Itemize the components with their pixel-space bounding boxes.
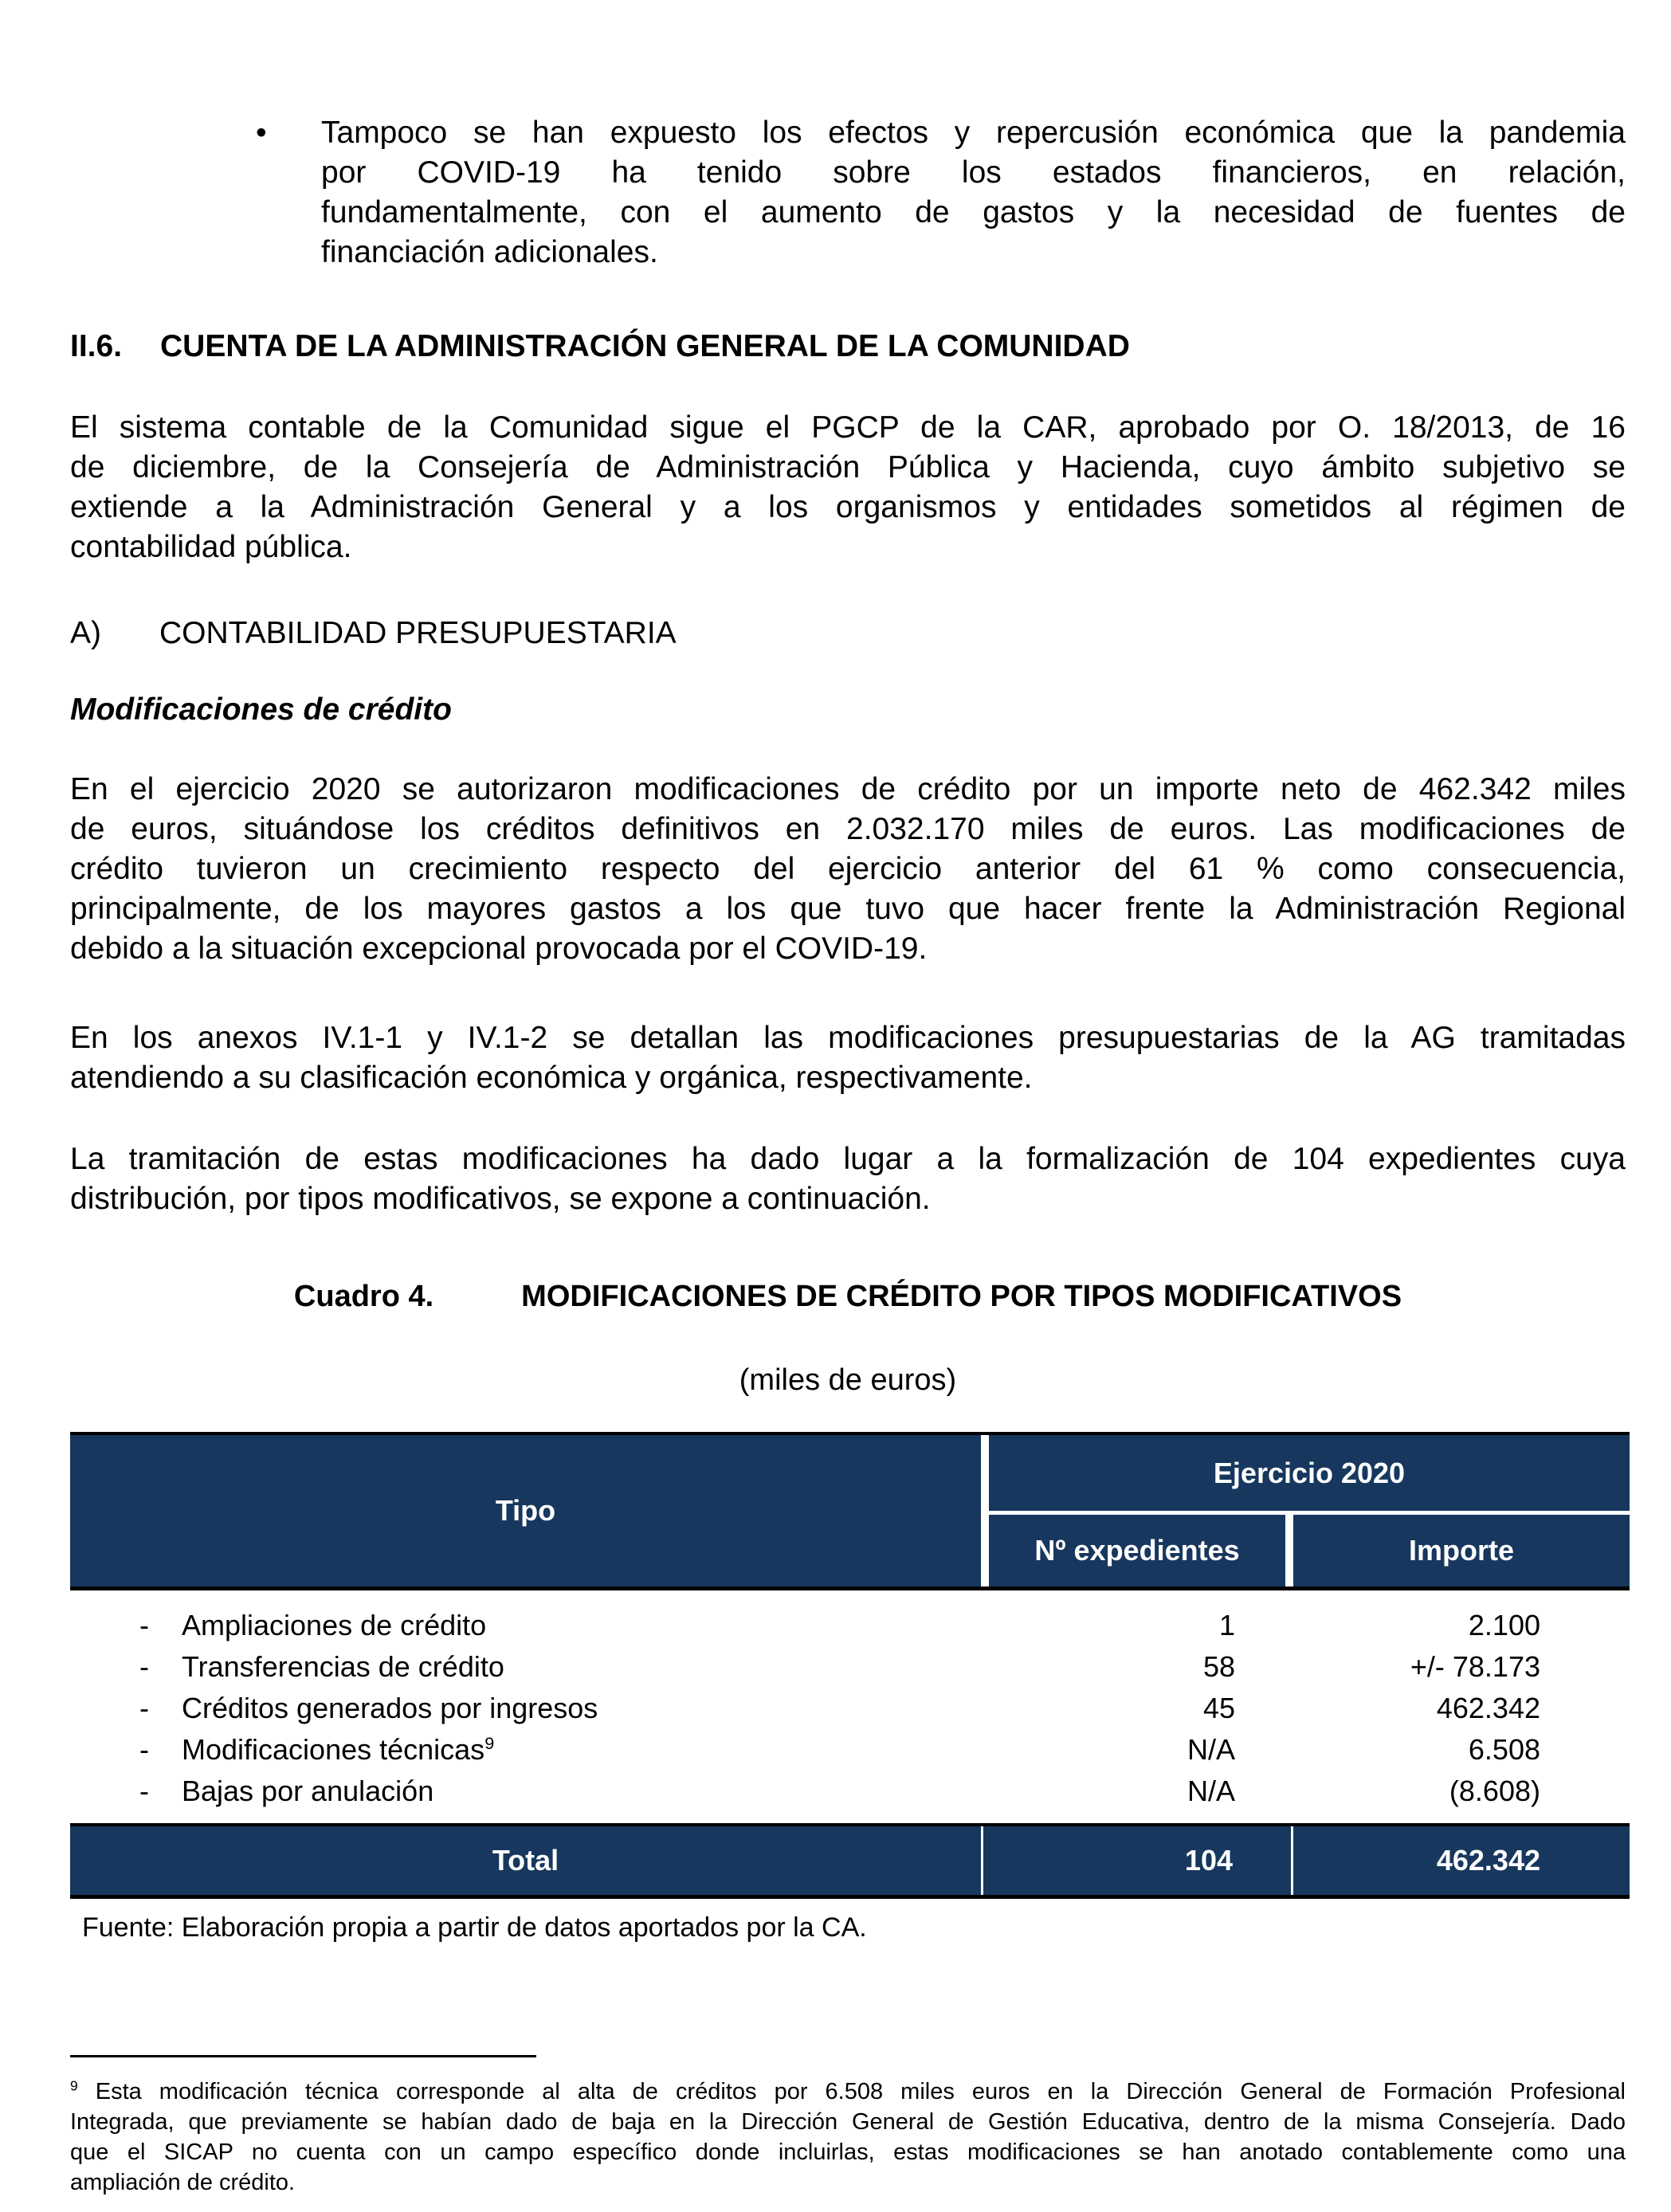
section-heading bbox=[70, 327, 1626, 367]
row-importe: 462.342 bbox=[1436, 1692, 1540, 1724]
section-title: CUENTA DE LA ADMINISTRACIÓN GENERAL DE LA COMUNIDAD bbox=[160, 329, 1130, 363]
table-row bbox=[70, 1729, 1630, 1771]
paragraph bbox=[70, 408, 1626, 567]
row-dash: - bbox=[139, 1692, 149, 1724]
text-line: El sistema contable de la Comunidad sigue el PGCP de la CAR, aprobado por O. 18/2013, de 16 bbox=[70, 410, 1626, 445]
footnote-line: $^9$ Esta modificación técnica corresponde al alta de créditos por 6.508 miles euros en la Dirección General de Formación Profesional bbox=[70, 2077, 1626, 2104]
row-label: Modificaciones técnicas$^9$ bbox=[182, 1733, 495, 1766]
footnote-line: ampliación de crédito. bbox=[70, 2170, 296, 2195]
row-dash: - bbox=[139, 1609, 149, 1641]
text-line: crédito tuvieron un crecimiento respecto del ejercicio anterior del 61 % como consecuencia, bbox=[70, 852, 1626, 886]
row-label: Créditos generados por ingresos bbox=[182, 1692, 598, 1724]
header-column-separator bbox=[1285, 1515, 1293, 1586]
text-line: En el ejercicio 2020 se autorizaron modificaciones de crédito por un importe neto de 462.342 miles bbox=[70, 772, 1626, 806]
paragraph bbox=[70, 770, 1626, 969]
table-units-note: (miles de euros) bbox=[739, 1363, 957, 1397]
header-cell-tipo: Tipo bbox=[70, 1435, 981, 1586]
header-cell-expedientes: Nº expedientes bbox=[1034, 1534, 1240, 1567]
text-line: atendiendo a su clasificación económica y orgánica, respectivamente. bbox=[70, 1061, 1033, 1095]
footnote-line: que el SICAP no cuenta con un campo específico donde incluirlas, estas modificaciones se han anotado contablemente como una bbox=[70, 2139, 1626, 2165]
row-dash: - bbox=[139, 1775, 149, 1807]
text-line: de euros, situándose los créditos definitivos en 2.032.170 miles de euros. Las modificaciones de bbox=[70, 812, 1626, 846]
text-line: principalmente, de los mayores gastos a los que tuvo que hacer frente la Administración Regional bbox=[70, 892, 1626, 926]
header-cell-importe: Importe bbox=[1408, 1534, 1514, 1567]
bullet-marker-icon: • bbox=[256, 116, 267, 150]
table-total-row bbox=[70, 1823, 1630, 1899]
credit-modifications-table bbox=[70, 1432, 1630, 1899]
text-line: fundamentalmente, con el aumento de gastos y la necesidad de fuentes de bbox=[321, 195, 1626, 229]
table-source-note: Fuente: Elaboración propia a partir de datos aportados por la CA. bbox=[82, 1912, 867, 1943]
total-importe: 462.342 bbox=[1436, 1844, 1540, 1877]
footnote bbox=[70, 2077, 1626, 2198]
row-label: Bajas por anulación bbox=[182, 1775, 434, 1807]
total-expedientes: 104 bbox=[1184, 1844, 1233, 1877]
table-header bbox=[70, 1432, 1630, 1590]
header-cell-ejercicio: Ejercicio 2020 bbox=[1213, 1456, 1406, 1489]
row-importe: 2.100 bbox=[1468, 1609, 1540, 1641]
header-group-area bbox=[989, 1435, 1630, 1586]
row-importe: 6.508 bbox=[1468, 1733, 1540, 1766]
footnote-separator bbox=[70, 2055, 536, 2057]
text-line: contabilidad pública. bbox=[70, 530, 352, 564]
subsection-title: CONTABILIDAD PRESUPUESTARIA bbox=[159, 616, 677, 650]
table-body bbox=[70, 1590, 1630, 1823]
table-row bbox=[70, 1688, 1630, 1729]
header-column-separator bbox=[981, 1435, 989, 1586]
bullet-item bbox=[70, 113, 1626, 273]
row-importe: (8.608) bbox=[1449, 1775, 1540, 1807]
paragraph bbox=[70, 1139, 1626, 1219]
footnote-marker: 9 bbox=[70, 2077, 78, 2094]
table-row bbox=[70, 1646, 1630, 1688]
row-expedientes: N/A bbox=[1187, 1733, 1235, 1766]
paragraph bbox=[70, 1018, 1626, 1098]
footnote-line: Integrada, que previamente se habían dado de baja en la Dirección General de Gestión Educativa, dentro de la misma Consejería. Dado bbox=[70, 2109, 1626, 2135]
table-row bbox=[70, 1605, 1630, 1646]
row-dash: - bbox=[139, 1733, 149, 1766]
text-line: extiende a la Administración General y a los organismos y entidades sometidos al régimen de bbox=[70, 490, 1626, 524]
row-expedientes: 1 bbox=[1218, 1609, 1235, 1641]
text-line: distribución, por tipos modificativos, se expone a continuación. bbox=[70, 1182, 931, 1216]
row-dash: - bbox=[139, 1650, 149, 1683]
text-line: por COVID-19 ha tenido sobre los estados financieros, en relación, bbox=[321, 155, 1626, 190]
table-caption-title: MODIFICACIONES DE CRÉDITO POR TIPOS MODIFICATIVOS bbox=[521, 1280, 1402, 1313]
text-line: financiación adicionales. bbox=[321, 235, 658, 269]
text-line: La tramitación de estas modificaciones ha dado lugar a la formalización de 104 expedientes cuya bbox=[70, 1142, 1626, 1176]
section-number: II.6. bbox=[70, 329, 123, 363]
subsection-letter: A) bbox=[70, 616, 101, 650]
total-label: Total bbox=[492, 1844, 559, 1877]
subsection-heading bbox=[70, 614, 1626, 653]
table-caption bbox=[70, 1277, 1626, 1316]
text-line: de diciembre, de la Consejería de Administración Pública y Hacienda, cuyo ámbito subjetivo se bbox=[70, 450, 1626, 484]
table-caption-label: Cuadro 4. bbox=[293, 1280, 434, 1313]
row-expedientes: N/A bbox=[1187, 1775, 1235, 1807]
row-expedientes: 58 bbox=[1202, 1650, 1235, 1683]
row-label: Transferencias de crédito bbox=[182, 1650, 504, 1683]
table-row bbox=[70, 1771, 1630, 1812]
row-expedientes: 45 bbox=[1202, 1692, 1235, 1724]
row-importe: +/- 78.173 bbox=[1410, 1650, 1540, 1683]
subheading-italic: Modificaciones de crédito bbox=[70, 692, 452, 727]
footnote-ref: 9 bbox=[484, 1733, 495, 1753]
bullet-text bbox=[321, 113, 1626, 273]
text-line: debido a la situación excepcional provocada por el COVID-19. bbox=[70, 931, 928, 966]
row-label: Ampliaciones de crédito bbox=[182, 1609, 487, 1641]
text-line: En los anexos IV.1-1 y IV.1-2 se detallan las modificaciones presupuestarias de la AG tramitadas bbox=[70, 1021, 1626, 1055]
text-line: Tampoco se han expuesto los efectos y repercusión económica que la pandemia bbox=[321, 116, 1626, 150]
